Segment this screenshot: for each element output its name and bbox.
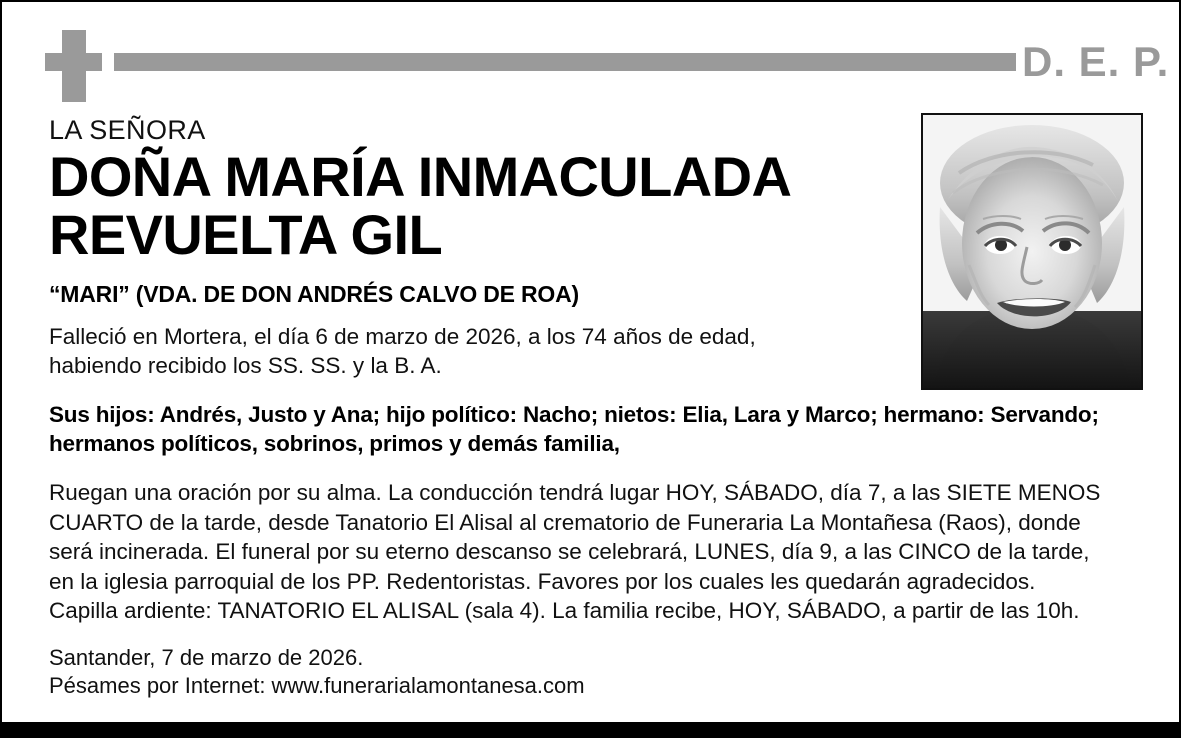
- place-date: Santander, 7 de marzo de 2026.: [49, 644, 364, 670]
- name-line-1: DOÑA MARÍA INMACULADA: [49, 145, 792, 208]
- notice-header: [2, 2, 1179, 106]
- family-line-1: Sus hijos: Andrés, Justo y Ana; hijo político: Nacho; nietos: Elia, Lara y Marco; hermano: Servando;: [49, 402, 1099, 427]
- cross-horizontal-bar: [45, 53, 102, 71]
- dep-label: D. E. P.: [1022, 38, 1170, 85]
- death-line-2: habiendo recibido los SS. SS. y la B. A.: [49, 353, 442, 378]
- condolences-url[interactable]: Pésames por Internet: www.funerarialamontanesa.com: [49, 672, 585, 698]
- body-line-3: será incinerada. El funeral por su eterno descanso se celebrará, LUNES, día 9, a las CINCO de la tarde,: [49, 539, 1090, 564]
- closing-block: [49, 644, 1139, 700]
- alias-line: “MARI” (VDA. DE DON ANDRÉS CALVO DE ROA): [49, 281, 579, 307]
- name-line-2: REVUELTA GIL: [49, 203, 443, 266]
- death-info: [49, 322, 849, 380]
- page-title: [49, 145, 929, 266]
- body-line-5: Capilla ardiente: TANATORIO EL ALISAL (sala 4). La familia recibe, HOY, SÁBADO, a partir de las 10h.: [49, 598, 1080, 623]
- body-line-4: en la iglesia parroquial de los PP. Redentoristas. Favores por los cuales les quedarán agradecidos.: [49, 568, 1036, 594]
- body-line-2: CUARTO de la tarde, desde Tanatorio El Alisal al crematorio de Funeraria La Montañesa (Raos), donde: [49, 509, 1081, 535]
- eyebrow-label: LA SEÑORA: [49, 115, 206, 145]
- service-details: [49, 478, 1139, 626]
- header-rule: [114, 53, 1016, 71]
- family-list: [49, 400, 1139, 458]
- death-line-1: Falleció en Mortera, el día 6 de marzo de 2026, a los 74 años de edad,: [49, 324, 756, 349]
- body-line-1: Ruegan una oración por su alma. La conducción tendrá lugar HOY, SÁBADO, día 7, a las SIETE MENOS: [49, 480, 1101, 505]
- family-line-2: hermanos políticos, sobrinos, primos y demás familia,: [49, 431, 620, 456]
- notice-content: [49, 114, 1139, 700]
